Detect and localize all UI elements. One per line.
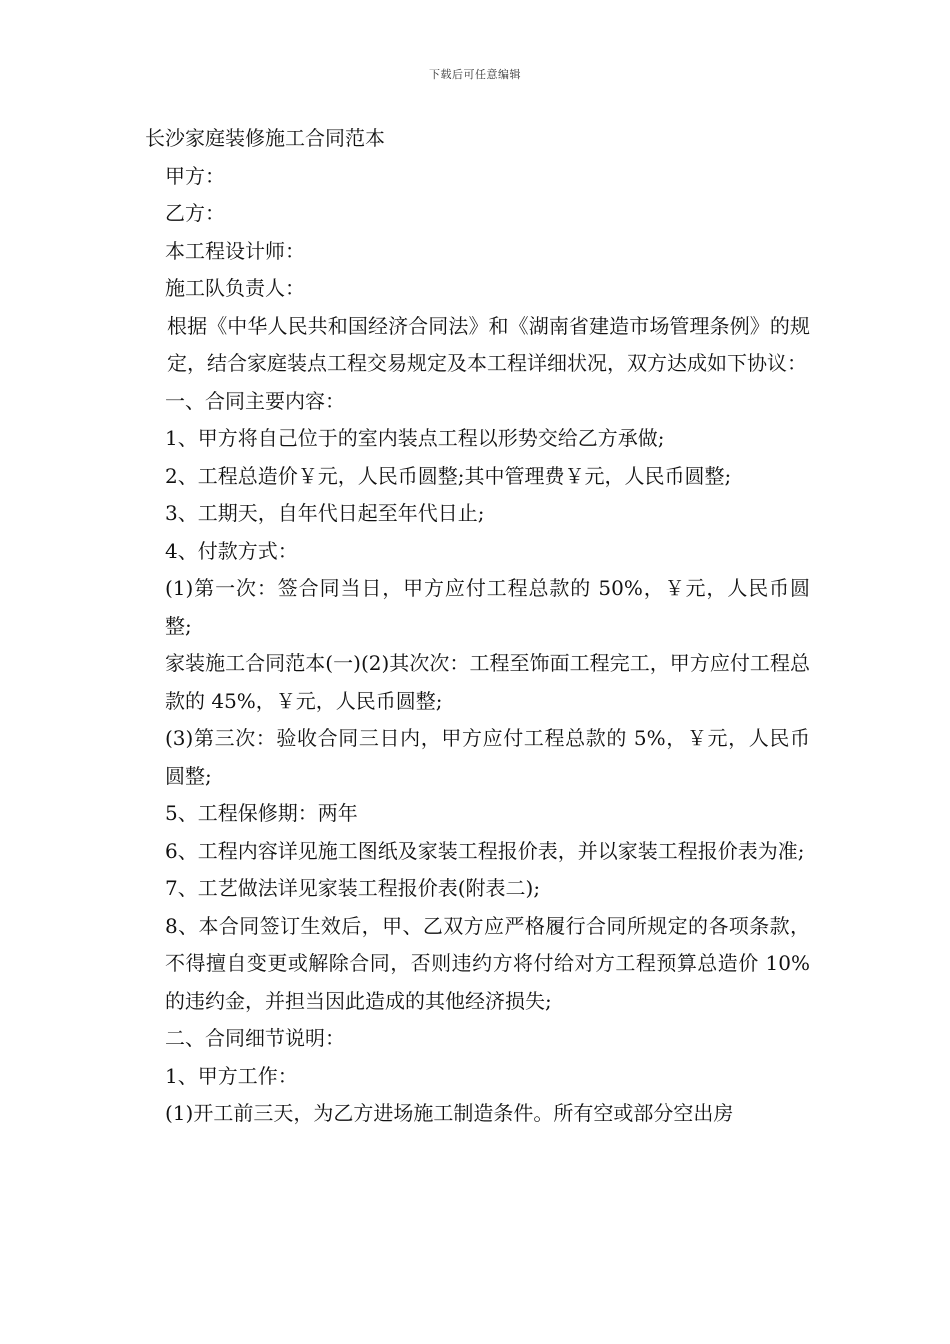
party-a-work-heading: 1、甲方工作： <box>165 1063 298 1088</box>
legal-basis-paragraph: 根据《中华人民共和国经济合同法》和《湖南省建造市场管理条例》的规定，结合家庭装点工程交易规定及本工程详细状况，双方达成如下协议： <box>167 313 810 375</box>
clause-4: 4、付款方式： <box>165 538 298 563</box>
clause-6: 6、工程内容详见施工图纸及家装工程报价表，并以家装工程报价表为准; <box>165 838 805 863</box>
payment-first: (1)第一次：签合同当日，甲方应付工程总款的 50%，￥元，人民币圆整; <box>165 576 810 638</box>
party-b-line: 乙方： <box>165 201 225 225</box>
section-one-heading: 一、合同主要内容： <box>165 388 345 413</box>
document-body <box>145 120 810 1133</box>
clause-1: 1、甲方将自己位于的室内装点工程以形势交给乙方承做; <box>165 426 665 450</box>
party-a-work-item-1: (1)开工前三天，为乙方进场施工制造条件。所有空或部分空出房 <box>165 1101 734 1125</box>
clause-2: 2、工程总造价￥元，人民币圆整;其中管理费￥元，人民币圆整; <box>165 463 732 488</box>
clause-7: 7、工艺做法详见家装工程报价表(附表二); <box>165 876 541 900</box>
payment-third: (3)第三次：验收合同三日内，甲方应付工程总款的 5%，￥元，人民币圆整; <box>165 726 810 788</box>
payment-second: 家装施工合同范本(一)(2)其次次：工程至饰面工程完工，甲方应付工程总款的 45%，￥元，人民币圆整; <box>165 651 810 713</box>
section-two-heading: 二、合同细节说明： <box>165 1026 345 1050</box>
party-a-line: 甲方： <box>165 163 225 188</box>
clause-3: 3、工期天，自年代日起至年代日止; <box>165 501 485 525</box>
document-title: 长沙家庭装修施工合同范本 <box>145 126 385 150</box>
clause-8: 8、本合同签订生效后，甲、乙双方应严格履行合同所规定的各项条款，不得擅自变更或解除合同，否则违约方将付给对方工程预算总造价 10%的违约金，并担当因此造成的其他经济损失; <box>165 913 810 1013</box>
clause-5: 5、工程保修期：两年 <box>165 801 358 825</box>
designer-line: 本工程设计师： <box>165 238 305 263</box>
team-leader-line: 施工队负责人： <box>165 276 305 300</box>
page-header-note: 下载后可任意编辑 <box>429 68 521 81</box>
